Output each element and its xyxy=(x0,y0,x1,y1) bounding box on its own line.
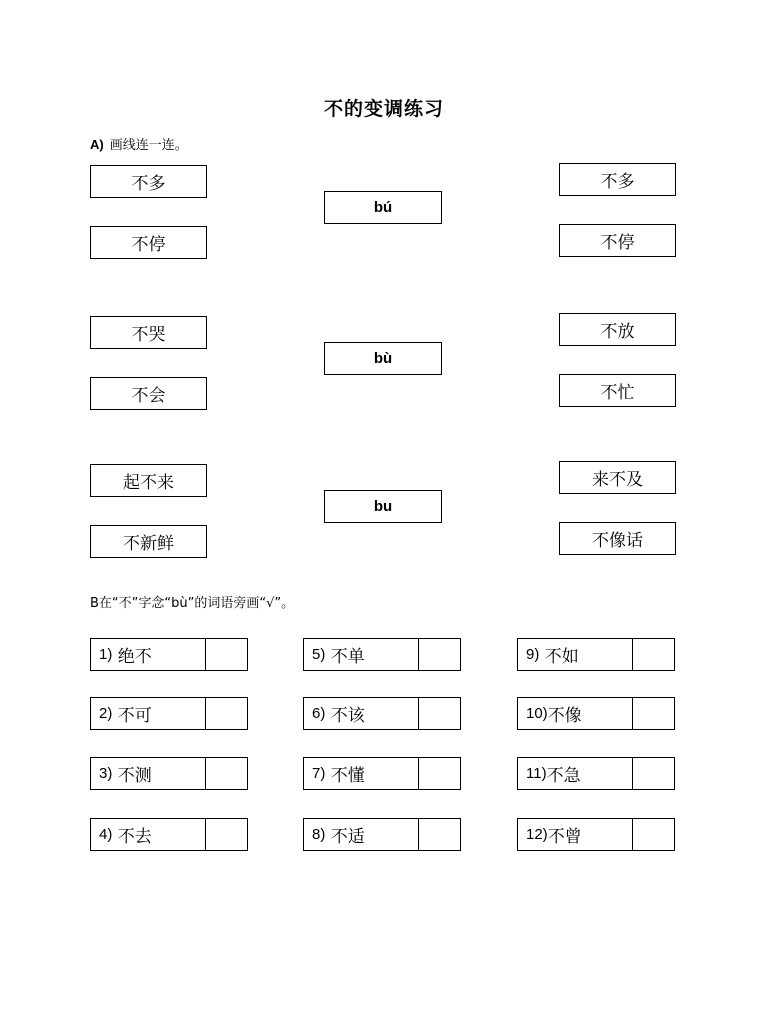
left-word-box[interactable]: 不新鲜 xyxy=(90,525,207,558)
item-number: 3) xyxy=(99,765,113,782)
exercise-row xyxy=(517,818,675,851)
exercise-row xyxy=(517,638,675,671)
item-number: 1) xyxy=(99,646,113,663)
item-word: 不去 xyxy=(117,827,152,847)
item-number: 9) xyxy=(526,646,540,663)
item-word: 不像 xyxy=(547,706,582,726)
item-word: 不懂 xyxy=(330,766,365,786)
item-word: 不适 xyxy=(330,827,365,847)
item-number: 4) xyxy=(99,826,113,843)
item-word: 不测 xyxy=(117,766,152,786)
item-word: 不如 xyxy=(544,647,579,667)
answer-checkbox[interactable] xyxy=(419,698,460,729)
exercise-row xyxy=(90,697,248,730)
answer-checkbox[interactable] xyxy=(206,819,247,850)
right-word-box[interactable]: 不放 xyxy=(559,313,676,346)
answer-checkbox[interactable] xyxy=(633,758,674,789)
left-word-box[interactable]: 不多 xyxy=(90,165,207,198)
right-word-box[interactable]: 不多 xyxy=(559,163,676,196)
exercise-row xyxy=(303,697,461,730)
item-word: 不可 xyxy=(117,706,152,726)
item-number: 5) xyxy=(312,646,326,663)
right-word-box[interactable]: 不像话 xyxy=(559,522,676,555)
exercise-row xyxy=(90,757,248,790)
item-number: 8) xyxy=(312,826,326,843)
left-word-box[interactable]: 不停 xyxy=(90,226,207,259)
item-number: 12) xyxy=(526,826,548,843)
item-word: 不单 xyxy=(330,647,365,667)
item-number: 11) xyxy=(526,765,547,782)
item-word: 绝不 xyxy=(117,647,152,667)
item-word: 不曾 xyxy=(547,827,582,847)
right-word-box[interactable]: 不忙 xyxy=(559,374,676,407)
left-word-box[interactable]: 不会 xyxy=(90,377,207,410)
answer-checkbox[interactable] xyxy=(633,819,674,850)
exercise-row xyxy=(303,818,461,851)
pinyin-box[interactable]: bù xyxy=(324,342,442,375)
page-title: 不的变调练习 xyxy=(323,98,444,120)
exercise-row xyxy=(90,818,248,851)
part-a-instruction xyxy=(90,134,188,153)
exercise-row xyxy=(517,757,675,790)
exercise-row xyxy=(303,757,461,790)
exercise-row xyxy=(517,697,675,730)
item-number: 7) xyxy=(312,765,326,782)
answer-checkbox[interactable] xyxy=(206,639,247,670)
item-number: 2) xyxy=(99,705,113,722)
answer-checkbox[interactable] xyxy=(633,639,674,670)
pinyin-box[interactable]: bú xyxy=(324,191,442,224)
answer-checkbox[interactable] xyxy=(419,639,460,670)
right-word-box[interactable]: 不停 xyxy=(559,224,676,257)
item-word: 不急 xyxy=(546,766,581,786)
item-word: 不该 xyxy=(330,706,365,726)
part-a-prefix: A) xyxy=(90,137,104,152)
pinyin-box[interactable]: bu xyxy=(324,490,442,523)
answer-checkbox[interactable] xyxy=(419,758,460,789)
answer-checkbox[interactable] xyxy=(633,698,674,729)
exercise-row xyxy=(303,638,461,671)
item-number: 6) xyxy=(312,705,326,722)
answer-checkbox[interactable] xyxy=(206,758,247,789)
left-word-box[interactable]: 不哭 xyxy=(90,316,207,349)
answer-checkbox[interactable] xyxy=(206,698,247,729)
part-a-instruction-text: 画线连一连。 xyxy=(109,138,188,153)
part-b-instruction: B在“不”字念“bù”的词语旁画“√”。 xyxy=(90,596,295,611)
exercise-row xyxy=(90,638,248,671)
left-word-box[interactable]: 起不来 xyxy=(90,464,207,497)
right-word-box[interactable]: 来不及 xyxy=(559,461,676,494)
item-number: 10) xyxy=(526,705,548,722)
answer-checkbox[interactable] xyxy=(419,819,460,850)
